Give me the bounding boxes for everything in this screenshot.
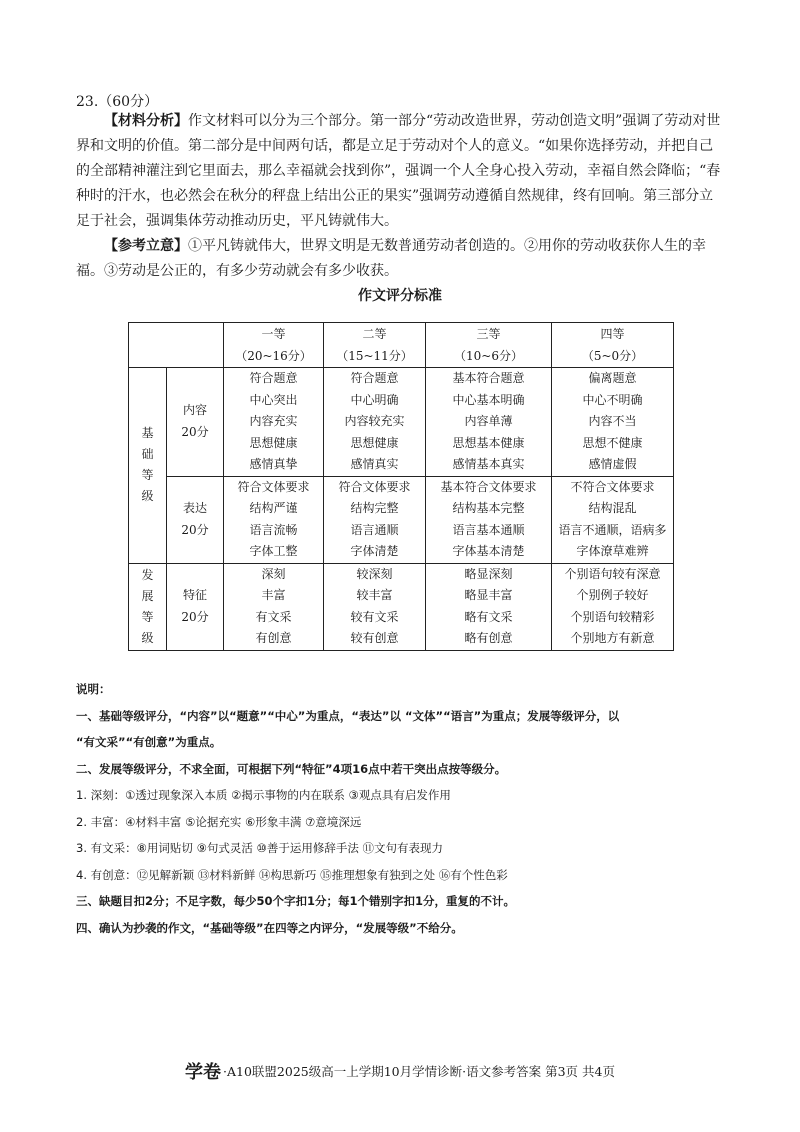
material-analysis [76,109,726,234]
scoring-notes [76,676,736,941]
note-line: 二、发展等级评分，不求全面，可根据下列“特征”4项16点中若干突出点按等级分。 [76,761,507,776]
reference-text: ①平凡铸就伟大，世界文明是无数普通劳动者创造的。②用你的劳动收获你人生的幸福。③劳动是公正的，有多少劳动就会有多少收获。 [76,238,706,279]
feature-grade-4: 个别语句较有深意 个别例子较好 个别语句较精彩 个别地方有新意 [552,563,674,650]
reference-theme [76,234,726,284]
footer-text: ·A10联盟2025级高一上学期10月学情诊断·语文参考答案 第3页 共4页 [223,1064,615,1079]
expression-row [129,476,674,563]
page-footer [0,1058,800,1084]
note-line: 四、确认为抄袭的作文，“基础等级”在四等之内评分，“发展等级”不给分。 [76,920,463,935]
header-row [129,323,674,368]
note-line: 2. 丰富：④材料丰富 ⑤论据充实 ⑥形象丰满 ⑦意境深远 [76,814,362,829]
feature-grade-2: 较深刻 较丰富 较有文采 较有创意 [324,563,426,650]
scoring-rubric-table [128,322,674,651]
expression-grade-2: 符合文体要求 结构完整 语言通顺 字体清楚 [324,476,426,563]
analysis-text: 作文材料可以分为三个部分。第一部分“劳动改造世界，劳动创造文明”强调了劳动对世界和文明的价值。第二部分是中间两句话，都是立足于劳动对个人的意义。“如果你选择劳动，并把自己的全部精神灌注到它里面去，那么幸福就会找到你”，强调一个人全身心投入劳动，幸福自然会降临；“春种时的汗水，也必然会在秋分的秤盘上结出公正的果实”强调劳动遵循自然规律，终有回响。第三部分立足于社会，强调集体劳动推动历史，平凡铸就伟大。 [76,113,721,229]
development-row [129,563,674,650]
note-line: 4. 有创意：⑫见解新颖 ⑬材料新鲜 ⑭构思新巧 ⑮推理想象有独到之处 ⑯有个性色彩 [76,867,508,882]
note-line: 一、基础等级评分，“内容”以“题意”“中心”为重点，“表达”以 “文体”“语言”为重点；发展等级评分，以 [76,708,620,723]
content-grade-2: 符合题意 中心明确 内容较充实 思想健康 感情真实 [324,368,426,477]
content-label: 内容 20分 [167,368,224,477]
expression-label: 表达 20分 [167,476,224,563]
feature-grade-1: 深刻 丰富 有文采 有创意 [224,563,324,650]
note-line: 三、缺题目扣2分；不足字数，每少50个字扣1分；每1个错别字扣1分，重复的不计。 [76,894,516,908]
notes-title: 说明： [76,682,111,696]
question-number: 23.（60分） [76,94,159,110]
grade-header-2: 二等 （15~11分） [324,323,426,368]
development-level-label: 发 展 等 级 [129,563,167,650]
feature-grade-3: 略显深刻 略显丰富 略有文采 略有创意 [426,563,552,650]
brand-logo: 学卷 [185,1062,222,1083]
grade-header-3: 三等 （10~6分） [426,323,552,368]
content-grade-3: 基本符合题意 中心基本明确 内容单薄 思想基本健康 感情基本真实 [426,368,552,477]
basic-level-label: 基 础 等 级 [129,368,167,564]
feature-label: 特征 20分 [167,563,224,650]
expression-grade-1: 符合文体要求 结构严谨 语言流畅 字体工整 [224,476,324,563]
analysis-tag: 【材料分析】 [104,113,188,129]
reference-tag: 【参考立意】 [104,238,188,254]
note-line: 1. 深刻：①透过现象深入本质 ②揭示事物的内在联系 ③观点具有启发作用 [76,788,451,802]
note-line: 3. 有文采：⑧用词贴切 ⑨句式灵活 ⑩善于运用修辞手法 ⑪文句有表现力 [76,841,444,855]
expression-grade-3: 基本符合文体要求 结构基本完整 语言基本通顺 字体基本清楚 [426,476,552,563]
grade-header-4: 四等 （5~0分） [552,323,674,368]
header-corner [129,323,224,368]
content-grade-1: 符合题意 中心突出 内容充实 思想健康 感情真挚 [224,368,324,477]
note-line: “有文采”“有创意”为重点。 [76,735,222,749]
table-title: 作文评分标准 [358,288,442,304]
content-row [129,368,674,477]
expression-grade-4: 不符合文体要求 结构混乱 语言不通顺，语病多 字体潦草难辨 [552,476,674,563]
grade-header-1: 一等 （20~16分） [224,323,324,368]
content-grade-4: 偏离题意 中心不明确 内容不当 思想不健康 感情虚假 [552,368,674,477]
